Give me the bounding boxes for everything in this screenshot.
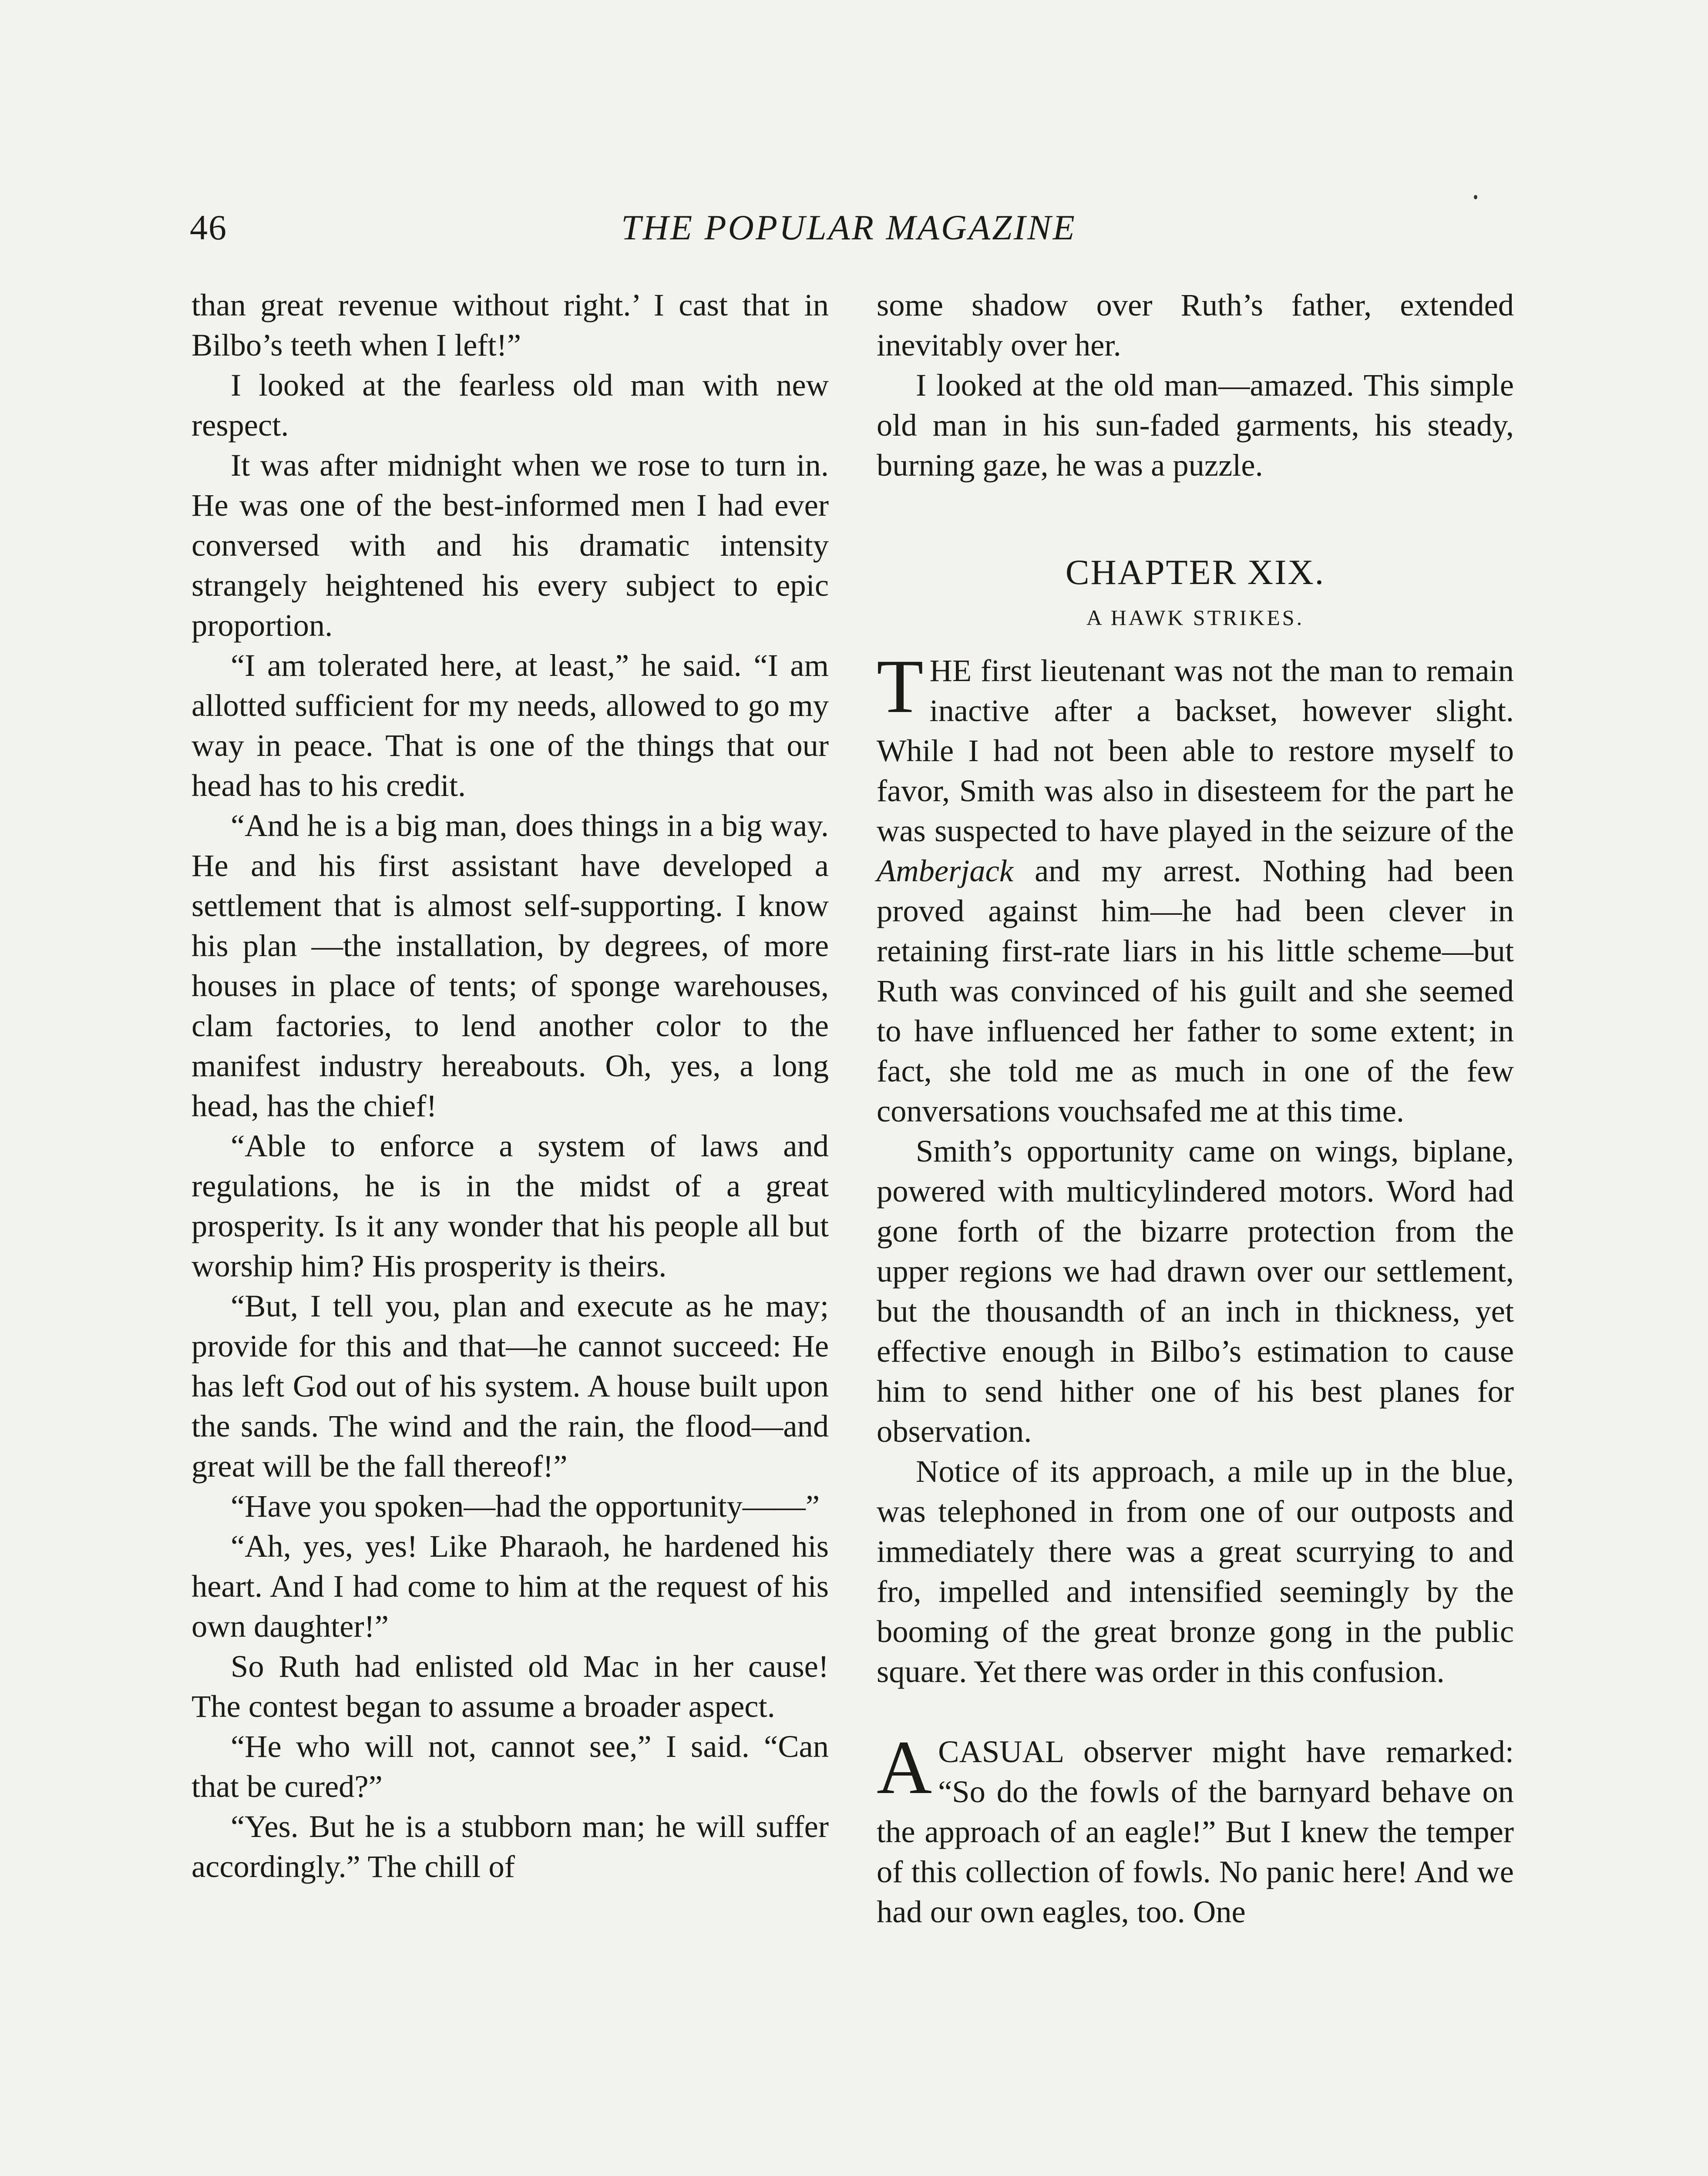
- chapter-subtitle: A HAWK STRIKES.: [1086, 605, 1305, 630]
- paragraph: “Ah, yes, yes! Like Pharaoh, he hardened his heart. And I had come to him at the request of his own daughter!”: [192, 1528, 829, 1644]
- paragraph: “But, I tell you, plan and execute as he may; provide for this and that—he cannot succeed: He has left God out of his system. A house built upon the sands. The wind and the rain, the flood—and great will be the fall thereof!”: [192, 1288, 829, 1484]
- paragraph-text: CASUAL observer might have remarked: “So do the fowls of the barnyard behave on the approach of an eagle!” But I knew the temper of this collection of fowls. No panic here! And we had our own eagles, too. One: [877, 1734, 1514, 1929]
- chapter-opening-paragraph: [877, 644, 1514, 1131]
- paragraph: “Able to enforce a system of laws and regulations, he is in the midst of a great prosperity. Is it any wonder that his people all but worship him? His prosperity is theirs.: [192, 1128, 829, 1283]
- right-column: [877, 285, 1514, 1932]
- section-opening-paragraph: [877, 1725, 1514, 1932]
- paragraph: Smith’s opportunity came on wings, biplane, powered with multicylindered motors. Word had gone forth of the bizarre protection from the upper regions we had drawn over our settlement, but the thousandth of an inch in thickness, yet effective enough in Bilbo’s estimation to cause him to send hither one of his best planes for observation.: [877, 1133, 1514, 1449]
- paragraph: “He who will not, cannot see,” I said. “Can that be cured?”: [192, 1729, 829, 1804]
- paragraph: Notice of its approach, a mile up in the blue, was telephoned in from one of our outposts and immediately there was a great scurrying to and fro, impelled and intensified seemingly by the booming of the great bronze gong in the public square. Yet there was order in this confusion.: [877, 1454, 1514, 1689]
- paragraph: “And he is a big man, does things in a big way. He and his first assistant have developed a settlement that is almost self-supporting. I know his plan —the installation, by degrees, of more houses in place of tents; of sponge warehouses, clam factories, to lend another color to the manifest industry hereabouts. Oh, yes, a long head, has the chief!: [192, 808, 829, 1123]
- left-column: [192, 285, 829, 1887]
- chapter-title: CHAPTER XIX.: [1065, 552, 1325, 592]
- paragraph: “Yes. But he is a stubborn man; he will suffer accordingly.” The chill of: [192, 1809, 829, 1884]
- drop-cap: T: [877, 644, 924, 729]
- paragraph: I looked at the old man—amazed. This simple old man in his sun-faded garments, his steady, burning gaze, he was a puzzle.: [877, 367, 1514, 483]
- page-number: 46: [190, 208, 227, 247]
- paragraph: than great revenue without right.’ I cast that in Bilbo’s teeth when I left!”: [192, 287, 829, 363]
- paragraph-text: and my arrest. Nothing had been proved against him—he had been clever in retaining first-rate liars in his little scheme—but Ruth was convinced of his guilt and she seemed to have influenced her father to some extent; in fact, she told me as much in one of the few conversations vouchsafed me at this time.: [877, 853, 1514, 1128]
- paragraph: “Have you spoken—had the opportunity——”: [231, 1488, 820, 1524]
- drop-cap: A: [877, 1725, 932, 1810]
- paragraph: It was after midnight when we rose to turn in. He was one of the best-informed men I had ever conversed with and his dramatic intensity strangely heightened his every subject to epic proportion.: [192, 447, 829, 643]
- running-head: THE POPULAR MAGAZINE: [621, 208, 1076, 247]
- ship-name: Amberjack: [877, 853, 1014, 888]
- paragraph-text: HE first lieutenant was not the man to remain inactive after a backset, however slight. While I had not been able to restore myself to favor, Smith was also in disesteem for the part he was suspected to have played in the seizure of the: [877, 653, 1514, 848]
- paragraph: So Ruth had enlisted old Mac in her cause! The contest began to assume a broader aspect.: [192, 1649, 829, 1724]
- paragraph: I looked at the fearless old man with new respect.: [192, 367, 829, 443]
- print-speck: [1474, 195, 1477, 199]
- section-break: [877, 1692, 1514, 1732]
- paragraph: some shadow over Ruth’s father, extended inevitably over her.: [877, 287, 1514, 363]
- paragraph: “I am tolerated here, at least,” he said. “I am allotted sufficient for my needs, allowed to go my way in peace. That is one of the things that our head has to his credit.: [192, 648, 829, 803]
